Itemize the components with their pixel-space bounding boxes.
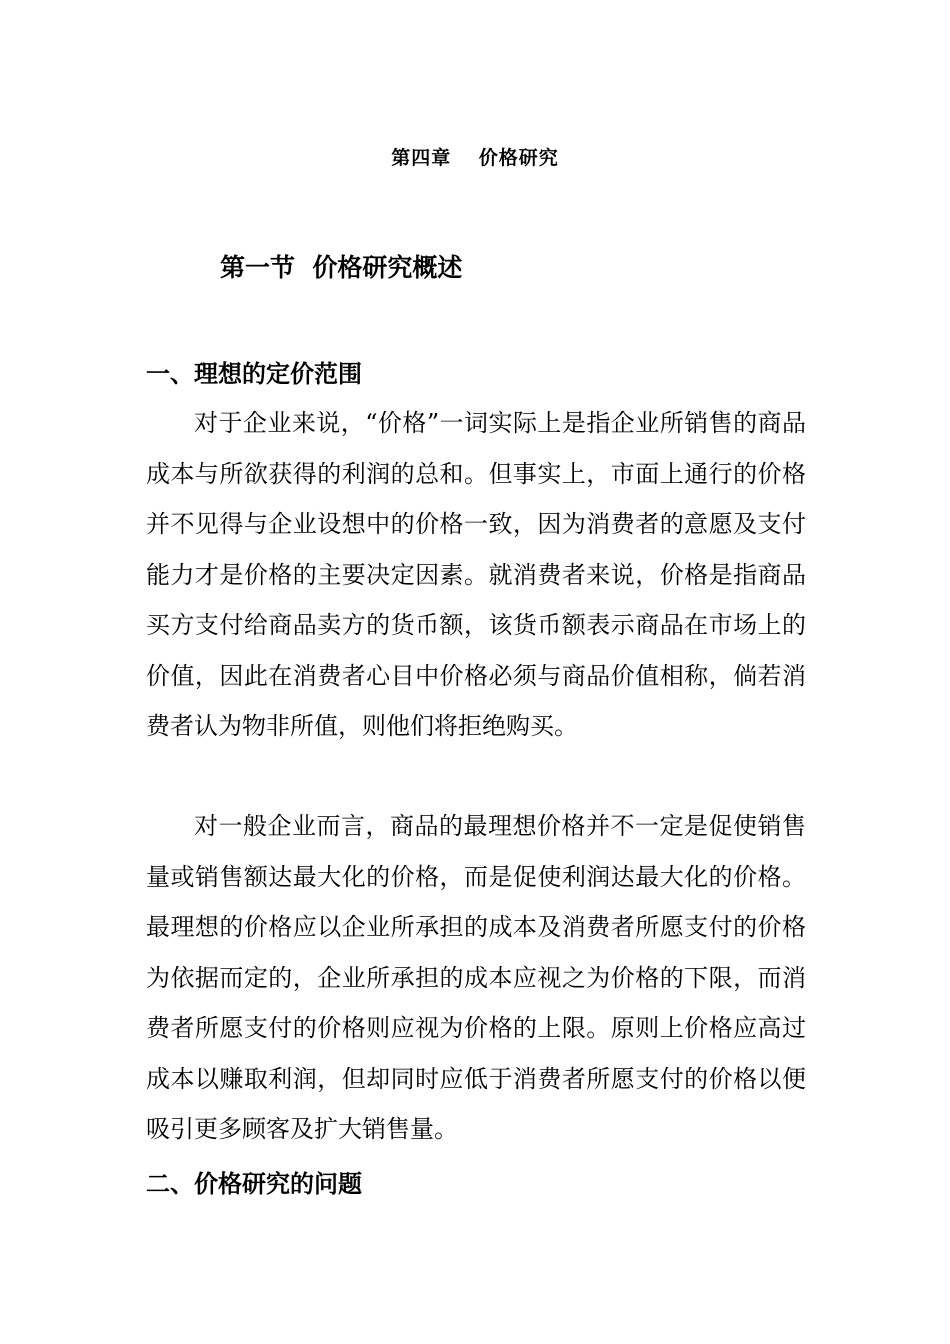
body-paragraph-2: 对一般企业而言，商品的最理想价格并不一定是促使销售量或销售额达最大化的价格，而是促使利润达最大化的价格。最理想的价格应以企业所承担的成本及消费者所愿支付的价格为依据而定的，企业所承担的成本应视之为价格的下限，而消费者所愿支付的价格则应视为价格的上限。原则上价格应高过成本以赚取利润，但却同时应低于消费者所愿支付的价格以便吸引更多顾客及扩大销售量。 xyxy=(146,812,806,1143)
subsection-heading-2: 二、价格研究的问题 xyxy=(146,1169,362,1198)
subsection-heading-1: 一、理想的定价范围 xyxy=(146,359,362,388)
section-title: 第一节 价格研究概述 xyxy=(220,253,463,282)
chapter-title: 第四章 价格研究 xyxy=(391,147,559,169)
body-paragraph-1: 对于企业来说，“价格”一词实际上是指企业所销售的商品成本与所欲获得的利润的总和。但事实上，市面上通行的价格并不见得与企业设想中的价格一致，因为消费者的意愿及支付能力才是价格的主要决定因素。就消费者来说，价格是指商品买方支付给商品卖方的货币额，该货币额表示商品在市场上的价值，因此在消费者心目中价格必须与商品价值相称，倘若消费者认为物非所值，则他们将拒绝购买。 xyxy=(146,409,806,740)
